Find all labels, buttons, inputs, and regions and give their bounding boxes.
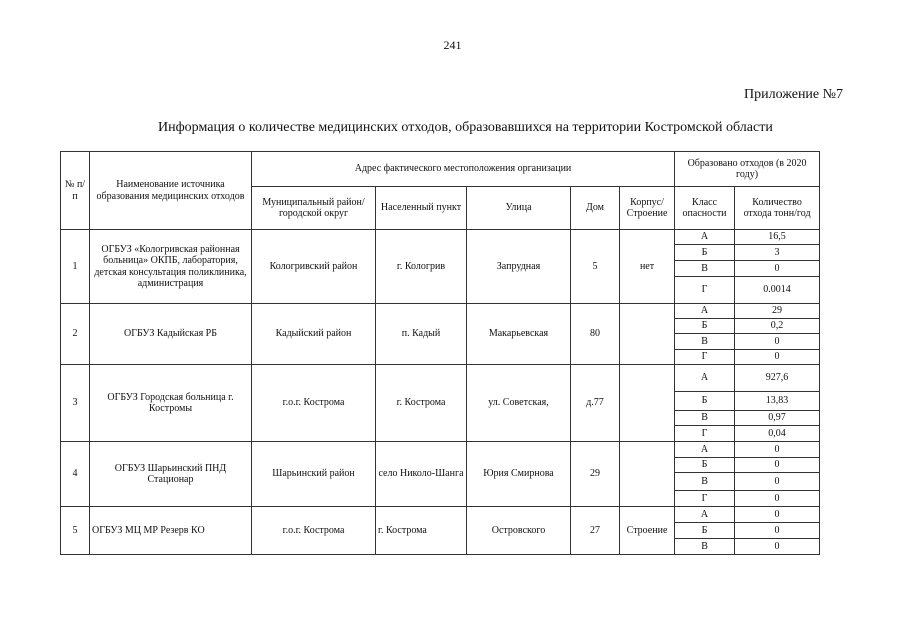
row-locality: г. Кострома	[376, 507, 467, 555]
waste-quantity: 0,2	[735, 319, 820, 334]
waste-class: Г	[675, 350, 735, 365]
header-quantity: Количество отхода тонн/год	[735, 187, 820, 230]
waste-class: В	[675, 261, 735, 277]
table-row	[61, 304, 820, 319]
waste-class: Г	[675, 277, 735, 304]
waste-quantity: 0	[735, 458, 820, 473]
appendix-label: Приложение №7	[744, 87, 843, 102]
waste-class: А	[675, 507, 735, 523]
table-row	[61, 507, 820, 523]
header-address-group: Адрес фактического местоположения организации	[252, 152, 675, 187]
waste-quantity: 0	[735, 261, 820, 277]
row-source: ОГБУЗ МЦ МР Резерв КО	[90, 507, 252, 555]
row-street: ул. Советская,	[467, 365, 571, 442]
waste-class: В	[675, 473, 735, 491]
waste-quantity: 0	[735, 473, 820, 491]
row-source: ОГБУЗ Кадыйская РБ	[90, 304, 252, 365]
header-num: № п/п	[61, 152, 90, 230]
row-locality: село Николо-Шанга	[376, 442, 467, 507]
waste-quantity: 3	[735, 245, 820, 261]
waste-quantity: 0	[735, 539, 820, 555]
waste-quantity: 0	[735, 507, 820, 523]
row-num: 5	[61, 507, 90, 555]
row-source: ОГБУЗ Шарьинский ПНД Стационар	[90, 442, 252, 507]
row-street: Запрудная	[467, 230, 571, 304]
document-title: Информация о количестве медицинских отходов, образовавшихся на территории Костромской области	[158, 120, 773, 135]
header-locality: Населенный пункт	[376, 187, 467, 230]
table-row	[61, 365, 820, 392]
waste-quantity: 16,5	[735, 230, 820, 245]
waste-quantity: 0	[735, 350, 820, 365]
waste-quantity: 0	[735, 334, 820, 350]
row-street: Островского	[467, 507, 571, 555]
header-source: Наименование источника образования медицинских отходов	[90, 152, 252, 230]
row-district: Шарьинский район	[252, 442, 376, 507]
waste-class: В	[675, 411, 735, 426]
waste-class: В	[675, 334, 735, 350]
waste-quantity: 0,97	[735, 411, 820, 426]
row-district: Кологривский район	[252, 230, 376, 304]
header-waste-group: Образовано отходов (в 2020 году)	[675, 152, 820, 187]
row-num: 1	[61, 230, 90, 304]
row-num: 2	[61, 304, 90, 365]
row-source: ОГБУЗ «Кологривская районная больница» ОКПБ, лаборатория, детская консультация поликлиника, администрация	[90, 230, 252, 304]
table-row	[61, 230, 820, 245]
header-hazard-class: Класс опасности	[675, 187, 735, 230]
waste-class: В	[675, 539, 735, 555]
waste-class: А	[675, 230, 735, 245]
row-street: Макарьевская	[467, 304, 571, 365]
row-house: 5	[571, 230, 620, 304]
medical-waste-table	[60, 151, 820, 555]
waste-quantity: 0	[735, 442, 820, 458]
row-building	[620, 442, 675, 507]
row-district: г.о.г. Кострома	[252, 507, 376, 555]
waste-quantity: 0	[735, 491, 820, 507]
row-locality: п. Кадый	[376, 304, 467, 365]
row-house: д.77	[571, 365, 620, 442]
waste-class: А	[675, 304, 735, 319]
header-building: Корпус/ Строение	[620, 187, 675, 230]
header-street: Улица	[467, 187, 571, 230]
header-house: Дом	[571, 187, 620, 230]
waste-class: Г	[675, 426, 735, 442]
waste-class: Г	[675, 491, 735, 507]
table-row	[61, 442, 820, 458]
row-building: Строение	[620, 507, 675, 555]
waste-class: Б	[675, 319, 735, 334]
row-house: 27	[571, 507, 620, 555]
waste-quantity: 13,83	[735, 392, 820, 411]
row-num: 3	[61, 365, 90, 442]
waste-quantity: 0,04	[735, 426, 820, 442]
row-street: Юрия Смирнова	[467, 442, 571, 507]
waste-class: Б	[675, 392, 735, 411]
row-building	[620, 304, 675, 365]
row-district: г.о.г. Кострома	[252, 365, 376, 442]
waste-quantity: 0	[735, 523, 820, 539]
row-building	[620, 365, 675, 442]
row-district: Кадыйский район	[252, 304, 376, 365]
row-locality: г. Кологрив	[376, 230, 467, 304]
header-district: Муниципальный район/ городской округ	[252, 187, 376, 230]
row-num: 4	[61, 442, 90, 507]
row-source: ОГБУЗ Городская больница г. Костромы	[90, 365, 252, 442]
waste-class: Б	[675, 523, 735, 539]
row-locality: г. Кострома	[376, 365, 467, 442]
waste-quantity: 0.0014	[735, 277, 820, 304]
row-building: нет	[620, 230, 675, 304]
waste-class: Б	[675, 245, 735, 261]
row-house: 80	[571, 304, 620, 365]
row-house: 29	[571, 442, 620, 507]
waste-class: Б	[675, 458, 735, 473]
page-number: 241	[443, 38, 462, 52]
waste-class: А	[675, 442, 735, 458]
waste-class: А	[675, 365, 735, 392]
waste-quantity: 927,6	[735, 365, 820, 392]
waste-quantity: 29	[735, 304, 820, 319]
